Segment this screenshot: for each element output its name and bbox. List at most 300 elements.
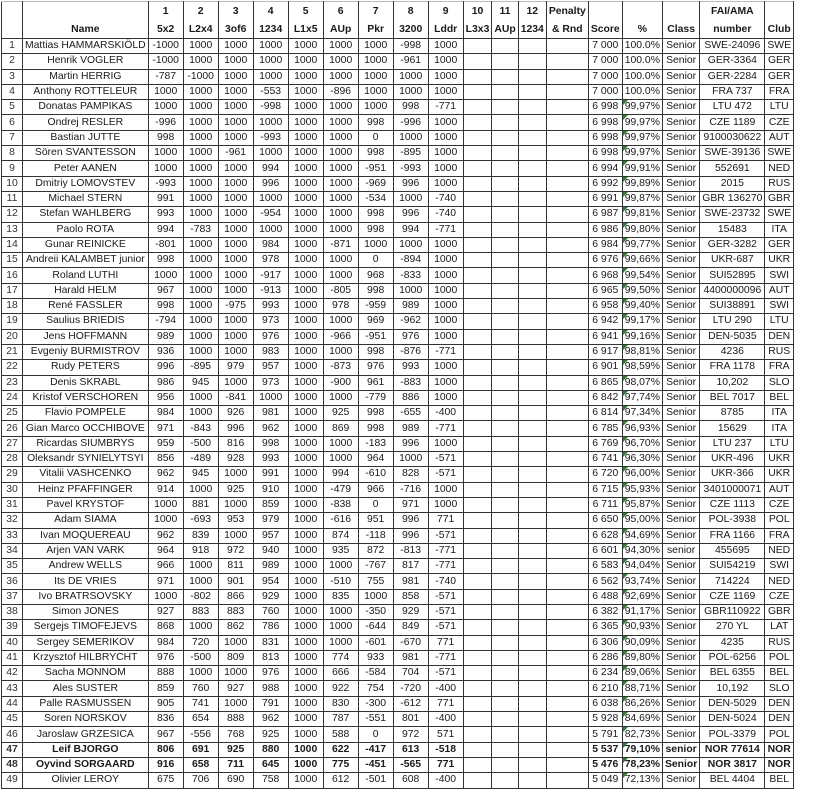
total-score-cell: 6 998 — [588, 146, 622, 161]
round-12-score-cell — [518, 100, 546, 115]
header-round-4-num: 4 — [253, 2, 288, 21]
total-score-cell: 6 382 — [588, 604, 622, 619]
round-11-score-cell — [492, 604, 518, 619]
round-1-score-cell: 888 — [148, 666, 183, 681]
round-3-score-cell: 1000 — [218, 314, 253, 329]
round-9-score-cell: -771 — [428, 543, 463, 558]
round-3-score-cell: 1000 — [218, 130, 253, 145]
percent-value: 86,26% — [624, 697, 660, 709]
club-cell: LTU — [765, 100, 794, 115]
round-4-score-cell: 983 — [253, 344, 288, 359]
round-11-score-cell — [492, 452, 518, 467]
header-round-1-num: 1 — [148, 2, 183, 21]
percent-cell — [622, 559, 662, 574]
rank-cell: 4 — [2, 84, 23, 99]
header-fai-line1: FAI/AMA — [700, 2, 765, 21]
round-2-score-cell: 1000 — [183, 207, 218, 222]
fai-number-cell: 455695 — [700, 543, 765, 558]
cell-comment-indicator-icon — [623, 743, 628, 748]
header-round-5-num: 5 — [288, 2, 323, 21]
round-5-score-cell: 1000 — [288, 54, 323, 69]
round-4-score-cell: 973 — [253, 375, 288, 390]
rank-cell: 18 — [2, 299, 23, 314]
club-cell: POL — [765, 727, 794, 742]
round-9-score-cell: 1000 — [428, 360, 463, 375]
round-12-score-cell — [518, 375, 546, 390]
pilot-name-cell: Jens HOFFMANN — [23, 329, 149, 344]
club-cell: DEN — [765, 712, 794, 727]
round-6-score-cell: 874 — [323, 528, 358, 543]
round-1-score-cell: 998 — [148, 130, 183, 145]
fai-number-cell: SWE-23732 — [700, 207, 765, 222]
fai-number-cell: DEN-5029 — [700, 696, 765, 711]
round-7-score-cell: 0 — [358, 253, 393, 268]
round-1-score-cell: 976 — [148, 650, 183, 665]
pilot-name-cell: Mattias HAMMARSKIÖLD — [23, 39, 149, 54]
round-3-score-cell: 1000 — [218, 100, 253, 115]
round-10-score-cell — [463, 574, 492, 589]
round-7-score-cell: -969 — [358, 176, 393, 191]
round-12-score-cell — [518, 742, 546, 757]
total-score-cell: 6 842 — [588, 390, 622, 405]
round-10-score-cell — [463, 635, 492, 650]
round-7-score-cell: 951 — [358, 513, 393, 528]
round-7-score-cell: 969 — [358, 314, 393, 329]
total-score-cell: 6 976 — [588, 253, 622, 268]
round-12-score-cell — [518, 773, 546, 788]
penalty-cell — [546, 360, 588, 375]
round-1-score-cell: -1000 — [148, 39, 183, 54]
round-1-score-cell: -993 — [148, 176, 183, 191]
percent-value: 99,97% — [624, 101, 660, 113]
fai-number-cell: NOR 3817 — [700, 757, 765, 772]
round-9-score-cell: -400 — [428, 406, 463, 421]
round-6-score-cell: 1000 — [323, 268, 358, 283]
total-score-cell: 6 901 — [588, 360, 622, 375]
fai-number-cell: 9100030622 — [700, 130, 765, 145]
round-4-score-cell: 962 — [253, 421, 288, 436]
round-5-score-cell: 1000 — [288, 482, 323, 497]
cell-comment-indicator-icon — [623, 636, 628, 641]
round-6-score-cell: -510 — [323, 574, 358, 589]
round-5-score-cell: 1000 — [288, 237, 323, 252]
rank-cell: 44 — [2, 696, 23, 711]
round-10-score-cell — [463, 39, 492, 54]
round-7-score-cell: 755 — [358, 574, 393, 589]
total-score-cell: 6 958 — [588, 299, 622, 314]
round-7-score-cell: 754 — [358, 681, 393, 696]
percent-cell — [622, 757, 662, 772]
pilot-name-cell: Ivo BRATRSOVSKY — [23, 589, 149, 604]
round-3-score-cell: 888 — [218, 712, 253, 727]
table-row — [2, 237, 794, 252]
fai-number-cell: UKR-496 — [700, 452, 765, 467]
class-cell: Senior — [662, 191, 699, 206]
round-3-score-cell: 1000 — [218, 115, 253, 130]
round-3-score-cell: 1000 — [218, 375, 253, 390]
round-2-score-cell: 1000 — [183, 115, 218, 130]
table-row — [2, 467, 794, 482]
round-5-score-cell: 1000 — [288, 268, 323, 283]
rank-cell: 45 — [2, 712, 23, 727]
round-8-score-cell: 989 — [393, 299, 428, 314]
round-7-score-cell: 933 — [358, 650, 393, 665]
round-9-score-cell: 1000 — [428, 436, 463, 451]
percent-cell — [622, 314, 662, 329]
fai-number-cell: BEL 7017 — [700, 390, 765, 405]
class-cell: Senior — [662, 100, 699, 115]
round-7-score-cell: 872 — [358, 543, 393, 558]
header-percent: % — [622, 20, 662, 39]
round-12-score-cell — [518, 574, 546, 589]
round-9-score-cell: -771 — [428, 344, 463, 359]
round-4-score-cell: 1000 — [253, 69, 288, 84]
round-9-score-cell: 771 — [428, 635, 463, 650]
round-6-score-cell: 1000 — [323, 452, 358, 467]
round-10-score-cell — [463, 513, 492, 528]
penalty-cell — [546, 100, 588, 115]
fai-number-cell: 4235 — [700, 635, 765, 650]
percent-cell — [622, 650, 662, 665]
round-6-score-cell: 1000 — [323, 436, 358, 451]
round-12-score-cell — [518, 696, 546, 711]
rank-cell: 41 — [2, 650, 23, 665]
round-11-score-cell — [492, 390, 518, 405]
round-11-score-cell — [492, 436, 518, 451]
table-row — [2, 712, 794, 727]
round-4-score-cell: 831 — [253, 635, 288, 650]
round-8-score-cell: 996 — [393, 528, 428, 543]
percent-cell — [622, 299, 662, 314]
fai-number-cell: FRA 1166 — [700, 528, 765, 543]
penalty-cell — [546, 299, 588, 314]
round-5-score-cell: 1000 — [288, 406, 323, 421]
cell-comment-indicator-icon — [623, 406, 628, 411]
round-10-score-cell — [463, 69, 492, 84]
round-9-score-cell: -400 — [428, 712, 463, 727]
round-7-score-cell: 0 — [358, 727, 393, 742]
round-11-score-cell — [492, 115, 518, 130]
penalty-cell — [546, 344, 588, 359]
round-5-score-cell: 1000 — [288, 604, 323, 619]
pilot-name-cell: Adam SIAMA — [23, 513, 149, 528]
round-1-score-cell: -996 — [148, 115, 183, 130]
fai-number-cell: GER-3364 — [700, 54, 765, 69]
fai-number-cell: SWE-24096 — [700, 39, 765, 54]
rank-cell: 10 — [2, 176, 23, 191]
round-5-score-cell: 1000 — [288, 176, 323, 191]
cell-comment-indicator-icon — [623, 452, 628, 457]
class-cell: Senior — [662, 650, 699, 665]
round-3-score-cell: 1000 — [218, 191, 253, 206]
round-12-score-cell — [518, 176, 546, 191]
percent-value: 96,93% — [624, 422, 660, 434]
percent-value: 99,97% — [624, 116, 660, 128]
round-12-score-cell — [518, 283, 546, 298]
pilot-name-cell: Pavel KRYSTOF — [23, 497, 149, 512]
table-row — [2, 360, 794, 375]
round-12-score-cell — [518, 543, 546, 558]
total-score-cell: 6 650 — [588, 513, 622, 528]
percent-cell — [622, 436, 662, 451]
percent-cell — [622, 344, 662, 359]
round-1-score-cell: 856 — [148, 452, 183, 467]
round-7-score-cell: 998 — [358, 146, 393, 161]
round-11-score-cell — [492, 497, 518, 512]
rank-cell: 37 — [2, 589, 23, 604]
round-8-score-cell: 994 — [393, 222, 428, 237]
percent-value: 98,59% — [624, 361, 660, 373]
round-7-score-cell: 1000 — [358, 69, 393, 84]
round-1-score-cell: 971 — [148, 574, 183, 589]
header-round-6-code: AUp — [323, 20, 358, 39]
round-9-score-cell: -771 — [428, 222, 463, 237]
pilot-name-cell: Harald HELM — [23, 283, 149, 298]
percent-value: 99,40% — [624, 300, 660, 312]
fai-number-cell: BEL 4404 — [700, 773, 765, 788]
round-2-score-cell: 1000 — [183, 314, 218, 329]
table-row — [2, 681, 794, 696]
percent-cell — [622, 666, 662, 681]
club-cell: RUS — [765, 635, 794, 650]
rank-cell: 7 — [2, 130, 23, 145]
class-cell: Senior — [662, 222, 699, 237]
rank-cell: 49 — [2, 773, 23, 788]
table-row — [2, 452, 794, 467]
round-1-score-cell: 868 — [148, 620, 183, 635]
round-1-score-cell: 959 — [148, 436, 183, 451]
round-3-score-cell: 928 — [218, 452, 253, 467]
round-8-score-cell: -565 — [393, 757, 428, 772]
round-3-score-cell: 926 — [218, 406, 253, 421]
round-7-score-cell: 998 — [358, 421, 393, 436]
round-3-score-cell: 901 — [218, 574, 253, 589]
total-score-cell: 6 965 — [588, 283, 622, 298]
round-4-score-cell: 991 — [253, 467, 288, 482]
cell-comment-indicator-icon — [623, 115, 628, 120]
table-row — [2, 54, 794, 69]
round-5-score-cell: 1000 — [288, 559, 323, 574]
round-2-score-cell: 1000 — [183, 100, 218, 115]
round-3-score-cell: -841 — [218, 390, 253, 405]
round-5-score-cell: 1000 — [288, 191, 323, 206]
total-score-cell: 6 365 — [588, 620, 622, 635]
pilot-name-cell: Bastian JUTTE — [23, 130, 149, 145]
round-3-score-cell: 1000 — [218, 528, 253, 543]
cell-comment-indicator-icon — [623, 161, 628, 166]
round-7-score-cell: 1000 — [358, 589, 393, 604]
fai-number-cell: FRA 737 — [700, 84, 765, 99]
round-10-score-cell — [463, 115, 492, 130]
round-12-score-cell — [518, 115, 546, 130]
percent-value: 99,87% — [624, 193, 660, 205]
round-5-score-cell: 1000 — [288, 69, 323, 84]
club-cell: LTU — [765, 436, 794, 451]
round-9-score-cell: 571 — [428, 727, 463, 742]
total-score-cell: 6 720 — [588, 467, 622, 482]
round-3-score-cell: 996 — [218, 421, 253, 436]
header-fai-line2: number — [700, 20, 765, 39]
round-5-score-cell: 1000 — [288, 161, 323, 176]
round-2-score-cell: 760 — [183, 681, 218, 696]
round-12-score-cell — [518, 482, 546, 497]
percent-cell — [622, 406, 662, 421]
round-5-score-cell: 1000 — [288, 314, 323, 329]
round-8-score-cell: -876 — [393, 344, 428, 359]
class-cell: Senior — [662, 712, 699, 727]
club-cell: SWE — [765, 146, 794, 161]
penalty-cell — [546, 436, 588, 451]
cell-comment-indicator-icon — [623, 345, 628, 350]
header-round-12-code: 1234 — [518, 20, 546, 39]
pilot-name-cell: Dmitriy LOMOVSTEV — [23, 176, 149, 191]
percent-cell — [622, 696, 662, 711]
round-6-score-cell: 1000 — [323, 559, 358, 574]
round-10-score-cell — [463, 253, 492, 268]
round-7-score-cell: 1000 — [358, 237, 393, 252]
header-round-10-num: 10 — [463, 2, 492, 21]
round-8-score-cell: 972 — [393, 727, 428, 742]
round-12-score-cell — [518, 528, 546, 543]
round-7-score-cell: -610 — [358, 467, 393, 482]
total-score-cell: 6 998 — [588, 130, 622, 145]
header-rank-cell — [2, 2, 23, 21]
round-2-score-cell: 1000 — [183, 283, 218, 298]
round-11-score-cell — [492, 253, 518, 268]
cell-comment-indicator-icon — [623, 314, 628, 319]
round-7-score-cell: -601 — [358, 635, 393, 650]
round-4-score-cell: 984 — [253, 237, 288, 252]
round-2-score-cell: 881 — [183, 497, 218, 512]
penalty-cell — [546, 222, 588, 237]
total-score-cell: 6 038 — [588, 696, 622, 711]
round-1-score-cell: 986 — [148, 375, 183, 390]
round-6-score-cell: -873 — [323, 360, 358, 375]
round-4-score-cell: 981 — [253, 406, 288, 421]
percent-value: 99,97% — [624, 131, 660, 143]
round-8-score-cell: 1000 — [393, 283, 428, 298]
round-2-score-cell: 1000 — [183, 237, 218, 252]
pilot-name-cell: Oyvind SORGAARD — [23, 757, 149, 772]
penalty-cell — [546, 543, 588, 558]
class-cell: Senior — [662, 115, 699, 130]
round-4-score-cell: 979 — [253, 513, 288, 528]
percent-value: 79,10% — [624, 743, 660, 755]
percent-value: 95,00% — [624, 514, 660, 526]
table-row — [2, 283, 794, 298]
round-10-score-cell — [463, 757, 492, 772]
round-1-score-cell: 836 — [148, 712, 183, 727]
table-row — [2, 543, 794, 558]
percent-value: 99,17% — [624, 315, 660, 327]
penalty-cell — [546, 161, 588, 176]
round-12-score-cell — [518, 712, 546, 727]
pilot-name-cell: Martin HERRIG — [23, 69, 149, 84]
header-round-1-code: 5x2 — [148, 20, 183, 39]
table-row — [2, 207, 794, 222]
round-9-score-cell: -771 — [428, 421, 463, 436]
percent-value: 89,06% — [624, 667, 660, 679]
rank-cell: 27 — [2, 436, 23, 451]
penalty-cell — [546, 757, 588, 772]
round-12-score-cell — [518, 84, 546, 99]
round-1-score-cell: -794 — [148, 314, 183, 329]
club-cell: GER — [765, 237, 794, 252]
pilot-name-cell: Oleksandr SYNIELYTSYI — [23, 452, 149, 467]
class-cell: Senior — [662, 436, 699, 451]
round-7-score-cell: 998 — [358, 344, 393, 359]
round-8-score-cell: -720 — [393, 681, 428, 696]
rank-cell: 35 — [2, 559, 23, 574]
pilot-name-cell: Palle RASMUSSEN — [23, 696, 149, 711]
rank-cell: 48 — [2, 757, 23, 772]
header-score-top — [588, 2, 622, 21]
percent-cell — [622, 69, 662, 84]
rank-cell: 2 — [2, 54, 23, 69]
round-7-score-cell: -451 — [358, 757, 393, 772]
rank-cell: 24 — [2, 390, 23, 405]
rank-cell: 8 — [2, 146, 23, 161]
fai-number-cell: 8785 — [700, 406, 765, 421]
round-5-score-cell: 1000 — [288, 390, 323, 405]
round-12-score-cell — [518, 436, 546, 451]
round-8-score-cell: 1000 — [393, 237, 428, 252]
round-6-score-cell: -966 — [323, 329, 358, 344]
percent-value: 84,69% — [624, 713, 660, 725]
round-8-score-cell: 996 — [393, 207, 428, 222]
round-8-score-cell: 993 — [393, 360, 428, 375]
total-score-cell: 6 210 — [588, 681, 622, 696]
class-cell: Senior — [662, 406, 699, 421]
round-7-score-cell: -551 — [358, 712, 393, 727]
round-11-score-cell — [492, 742, 518, 757]
round-6-score-cell: 1000 — [323, 69, 358, 84]
round-2-score-cell: -843 — [183, 421, 218, 436]
round-3-score-cell: 1000 — [218, 344, 253, 359]
round-12-score-cell — [518, 497, 546, 512]
round-4-score-cell: 760 — [253, 604, 288, 619]
pilot-name-cell: Leif BJORGO — [23, 742, 149, 757]
round-9-score-cell: 1000 — [428, 299, 463, 314]
round-11-score-cell — [492, 513, 518, 528]
cell-comment-indicator-icon — [623, 574, 628, 579]
penalty-cell — [546, 482, 588, 497]
table-row — [2, 115, 794, 130]
round-11-score-cell — [492, 299, 518, 314]
club-cell: ITA — [765, 421, 794, 436]
rank-cell: 47 — [2, 742, 23, 757]
round-1-score-cell: 956 — [148, 390, 183, 405]
club-cell: ITA — [765, 406, 794, 421]
penalty-cell — [546, 620, 588, 635]
club-cell: LTU — [765, 314, 794, 329]
round-1-score-cell: 916 — [148, 757, 183, 772]
round-10-score-cell — [463, 452, 492, 467]
fai-number-cell: SUI54219 — [700, 559, 765, 574]
penalty-cell — [546, 176, 588, 191]
round-11-score-cell — [492, 681, 518, 696]
round-7-score-cell: 0 — [358, 130, 393, 145]
round-5-score-cell: 1000 — [288, 727, 323, 742]
cell-comment-indicator-icon — [623, 467, 628, 472]
round-8-score-cell: -612 — [393, 696, 428, 711]
round-10-score-cell — [463, 589, 492, 604]
round-7-score-cell: 964 — [358, 452, 393, 467]
header-club: Club — [765, 20, 794, 39]
round-10-score-cell — [463, 283, 492, 298]
round-8-score-cell: -670 — [393, 635, 428, 650]
class-cell: senior — [662, 742, 699, 757]
